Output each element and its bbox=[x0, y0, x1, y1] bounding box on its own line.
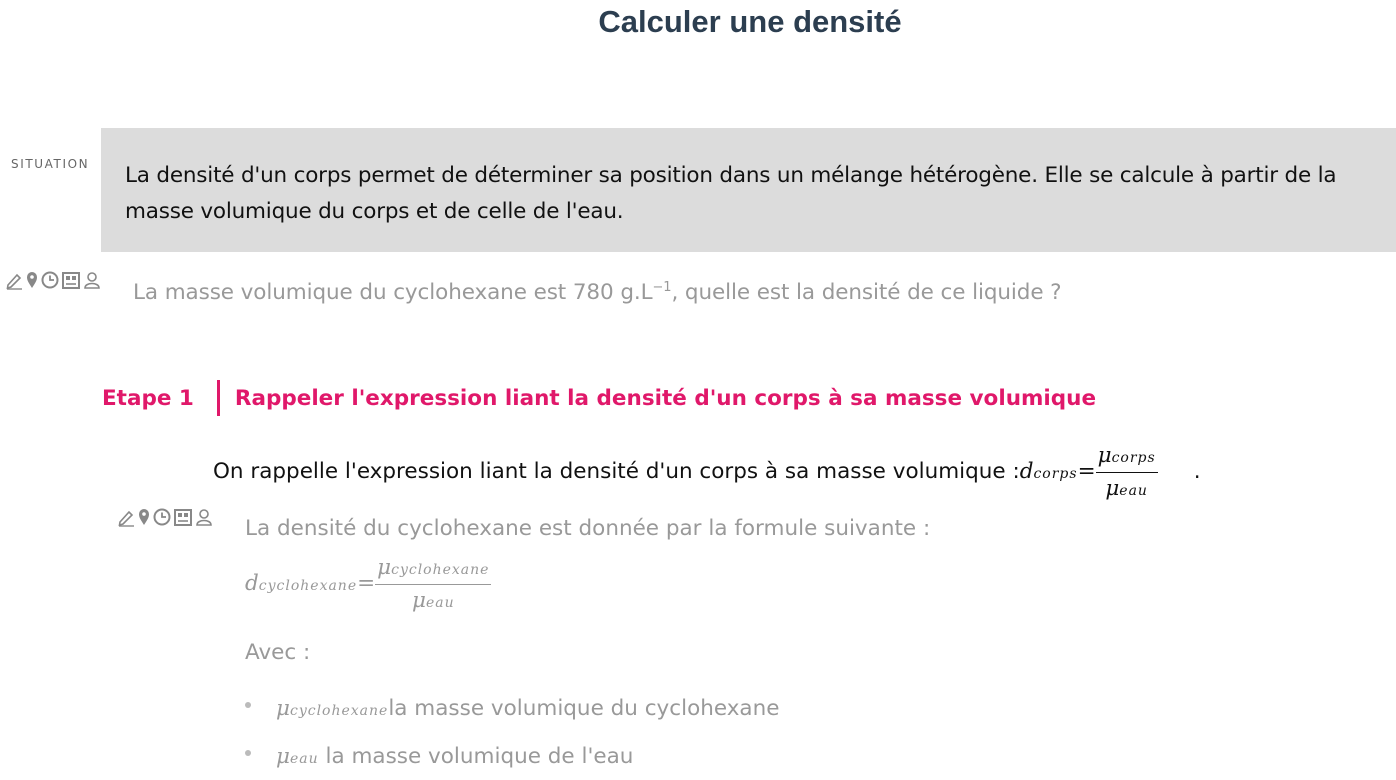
formula-denominator bbox=[1105, 473, 1148, 501]
bullet-symbol-sub: cyclohexane bbox=[289, 703, 389, 719]
pencil-icon[interactable] bbox=[5, 270, 24, 290]
bullet-dot bbox=[245, 702, 251, 708]
user-icon[interactable] bbox=[82, 270, 102, 290]
bullet-symbol-sub: eau bbox=[289, 751, 319, 767]
situation-text-line1: La densité d'un corps permet de déterminer sa position dans un mélange hétérogène. Elle se calcule à partir de la bbox=[125, 163, 1337, 188]
list-item bbox=[245, 696, 779, 721]
sol-formula-lhs-sub: cyclohexane bbox=[258, 578, 358, 594]
formula-lhs: d bbox=[1019, 459, 1034, 484]
situation-text bbox=[125, 158, 1372, 230]
formula-numerator bbox=[1096, 443, 1158, 473]
clock-icon[interactable] bbox=[40, 270, 60, 290]
calculator-icon[interactable] bbox=[173, 507, 193, 527]
bullet-symbol: μ bbox=[276, 744, 290, 769]
pencil-icon[interactable] bbox=[117, 507, 136, 527]
solution-intro: La densité du cyclohexane est donnée par la formule suivante : bbox=[245, 516, 931, 541]
bullet-text: la masse volumique du cyclohexane bbox=[388, 696, 780, 721]
step1-text-main: On rappelle l'expression liant la densité d'un corps à sa masse volumique : bbox=[213, 459, 1020, 484]
sol-formula-denominator bbox=[412, 585, 455, 613]
step1-header bbox=[102, 380, 1096, 416]
location-pin-icon[interactable] bbox=[137, 507, 151, 527]
clock-icon[interactable] bbox=[152, 507, 172, 527]
calculator-icon[interactable] bbox=[61, 270, 81, 290]
solution-avec: Avec : bbox=[245, 640, 311, 665]
sol-formula-den-sub: eau bbox=[425, 595, 455, 611]
sol-formula-num-symbol: μ bbox=[377, 555, 392, 580]
sol-formula-numerator bbox=[375, 555, 491, 585]
formula-period: . bbox=[1193, 459, 1201, 484]
question-text-main: La masse volumique du cyclohexane est 780 g.L bbox=[133, 280, 653, 306]
bullet-dot bbox=[245, 750, 251, 756]
formula-den-symbol: μ bbox=[1105, 476, 1120, 501]
bullet-symbol: μ bbox=[276, 696, 290, 721]
page-title: Calculer une densité bbox=[598, 4, 902, 39]
sol-formula-equals: = bbox=[357, 571, 376, 596]
step1-label: Etape 1 bbox=[102, 385, 194, 411]
sol-formula-num-sub: cyclohexane bbox=[391, 562, 490, 578]
solution-formula bbox=[245, 555, 491, 613]
list-item bbox=[245, 744, 633, 769]
situation-box bbox=[101, 128, 1396, 252]
step1-divider bbox=[217, 380, 220, 416]
formula-num-symbol: μ bbox=[1097, 443, 1112, 468]
step1-text bbox=[213, 443, 1201, 501]
formula-num-sub: corps bbox=[1111, 450, 1156, 466]
sol-formula-den-symbol: μ bbox=[411, 588, 426, 613]
step1-title: Rappeler l'expression liant la densité d'un corps à sa masse volumique bbox=[234, 385, 1097, 411]
solution-toolbar bbox=[117, 507, 214, 527]
question-toolbar bbox=[5, 270, 102, 290]
step1-formula bbox=[1019, 443, 1158, 501]
user-icon[interactable] bbox=[194, 507, 214, 527]
sol-formula-lhs: d bbox=[245, 571, 259, 596]
situation-text-line2: masse volumique du corps et de celle de l'eau. bbox=[125, 199, 624, 224]
question-text bbox=[133, 280, 1062, 305]
bullet-text: la masse volumique de l'eau bbox=[325, 744, 634, 769]
sol-formula-fraction bbox=[375, 555, 491, 613]
formula-fraction bbox=[1096, 443, 1158, 501]
question-exponent: −1 bbox=[652, 280, 672, 295]
formula-den-sub: eau bbox=[1119, 483, 1148, 499]
location-pin-icon[interactable] bbox=[25, 270, 39, 290]
formula-lhs-sub: corps bbox=[1033, 466, 1078, 482]
question-text-end: , quelle est la densité de ce liquide ? bbox=[671, 280, 1062, 306]
formula-equals: = bbox=[1077, 459, 1096, 484]
situation-label: SITUATION bbox=[11, 157, 90, 171]
